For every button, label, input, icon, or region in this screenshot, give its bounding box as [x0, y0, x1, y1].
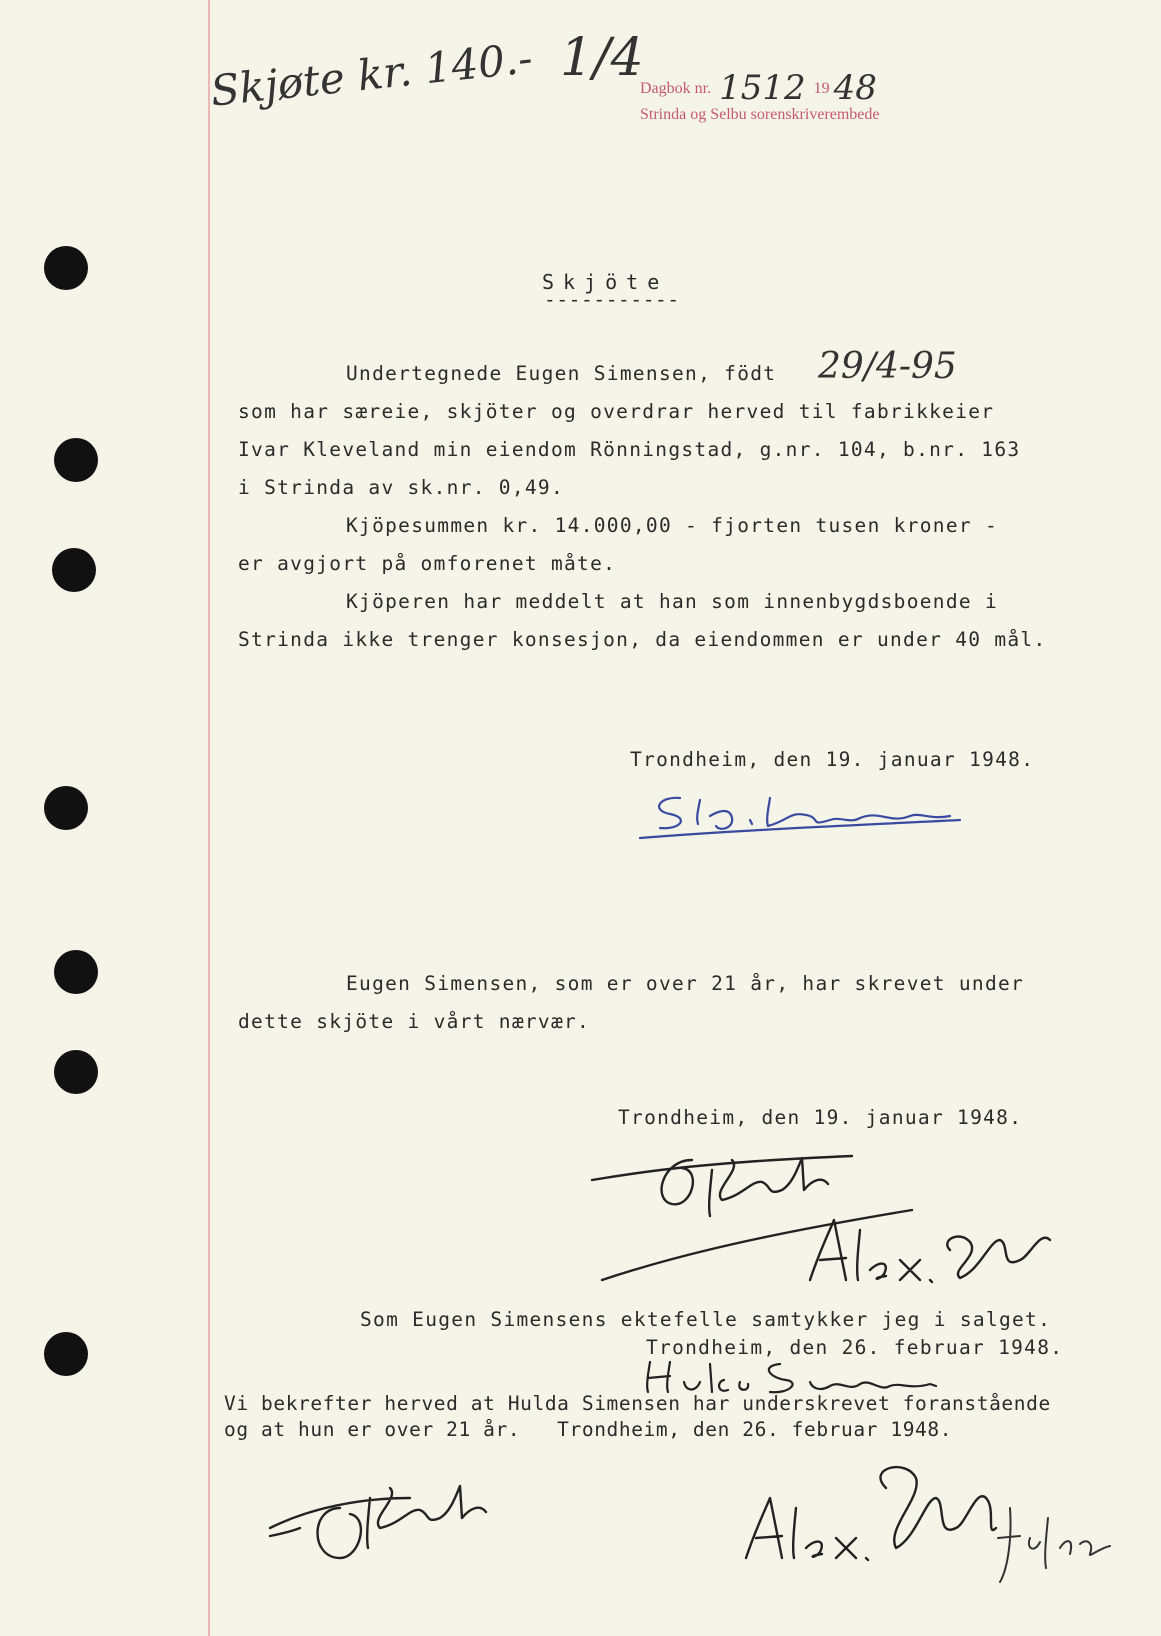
spouse-consent: Som Eugen Simensens ektefelle samtykker jeg i salget.	[360, 1308, 1052, 1331]
body-line: Kjöperen har meddelt at han som innenbygdsboende i	[346, 590, 998, 613]
stamp-year-prefix: 19	[813, 80, 830, 97]
body-line: Kjöpesummen kr. 14.000,00 - fjorten tusen kroner -	[346, 514, 998, 537]
body-line: Strinda ikke trenger konsesjon, da eiendommen er under 40 mål.	[238, 628, 1047, 651]
bottom-signature-1	[270, 1458, 630, 1578]
confirmation-line: Vi bekrefter herved at Hulda Simensen har underskrevet foranstående	[224, 1392, 1051, 1415]
stamp-prefix: Dagbok nr.	[640, 80, 712, 97]
body-line: er avgjort på omforenet måte.	[238, 552, 617, 575]
witness-line: Eugen Simensen, som er over 21 år, har skrevet under	[346, 972, 1025, 995]
body-line: Ivar Kleveland min eiendom Rönningstad, g.nr. 104, b.nr. 163	[238, 438, 1021, 461]
place-date: Trondheim, den 19. januar 1948.	[630, 748, 1035, 771]
confirmation-line: og at hun er over 21 år. Trondheim, den 26. februar 1948.	[224, 1418, 953, 1441]
punch-hole	[54, 438, 98, 482]
bottom-initials	[990, 1498, 1130, 1588]
body-line: som har særeie, skjöter og overdrar herved til fabrikkeier	[238, 400, 995, 423]
punch-hole	[44, 1332, 88, 1376]
punch-hole	[44, 786, 88, 830]
body-line: i Strinda av sk.nr. 0,49.	[238, 476, 564, 499]
witness-line: dette skjöte i vårt nærvær.	[238, 1010, 591, 1033]
punch-hole	[44, 246, 88, 290]
place-date: Trondheim, den 26. februar 1948.	[646, 1336, 1064, 1359]
document-title: Skjöte	[542, 270, 669, 294]
stamp-journal-number: 1512	[719, 68, 806, 108]
stamp-year: 48	[833, 68, 877, 108]
birth-date-handwritten: 29/4-95	[818, 346, 957, 387]
folio-number: 1/4	[560, 28, 644, 88]
margin-note: Skjøte kr. 140.-	[208, 33, 535, 116]
bottom-signature-2	[726, 1448, 1026, 1578]
stamp-office: Strinda og Selbu sorenskriverembede	[640, 106, 880, 123]
punch-hole	[52, 548, 96, 592]
seller-signature	[640, 780, 1000, 850]
margin-rule	[208, 0, 210, 1636]
punch-hole	[54, 1050, 98, 1094]
punch-hole	[54, 950, 98, 994]
journal-stamp	[640, 62, 877, 108]
witness-signature-2	[790, 1200, 1090, 1300]
body-line: Undertegnede Eugen Simensen, födt	[346, 362, 777, 385]
title-underline: -----------	[544, 288, 680, 311]
place-date: Trondheim, den 19. januar 1948.	[618, 1106, 1023, 1129]
